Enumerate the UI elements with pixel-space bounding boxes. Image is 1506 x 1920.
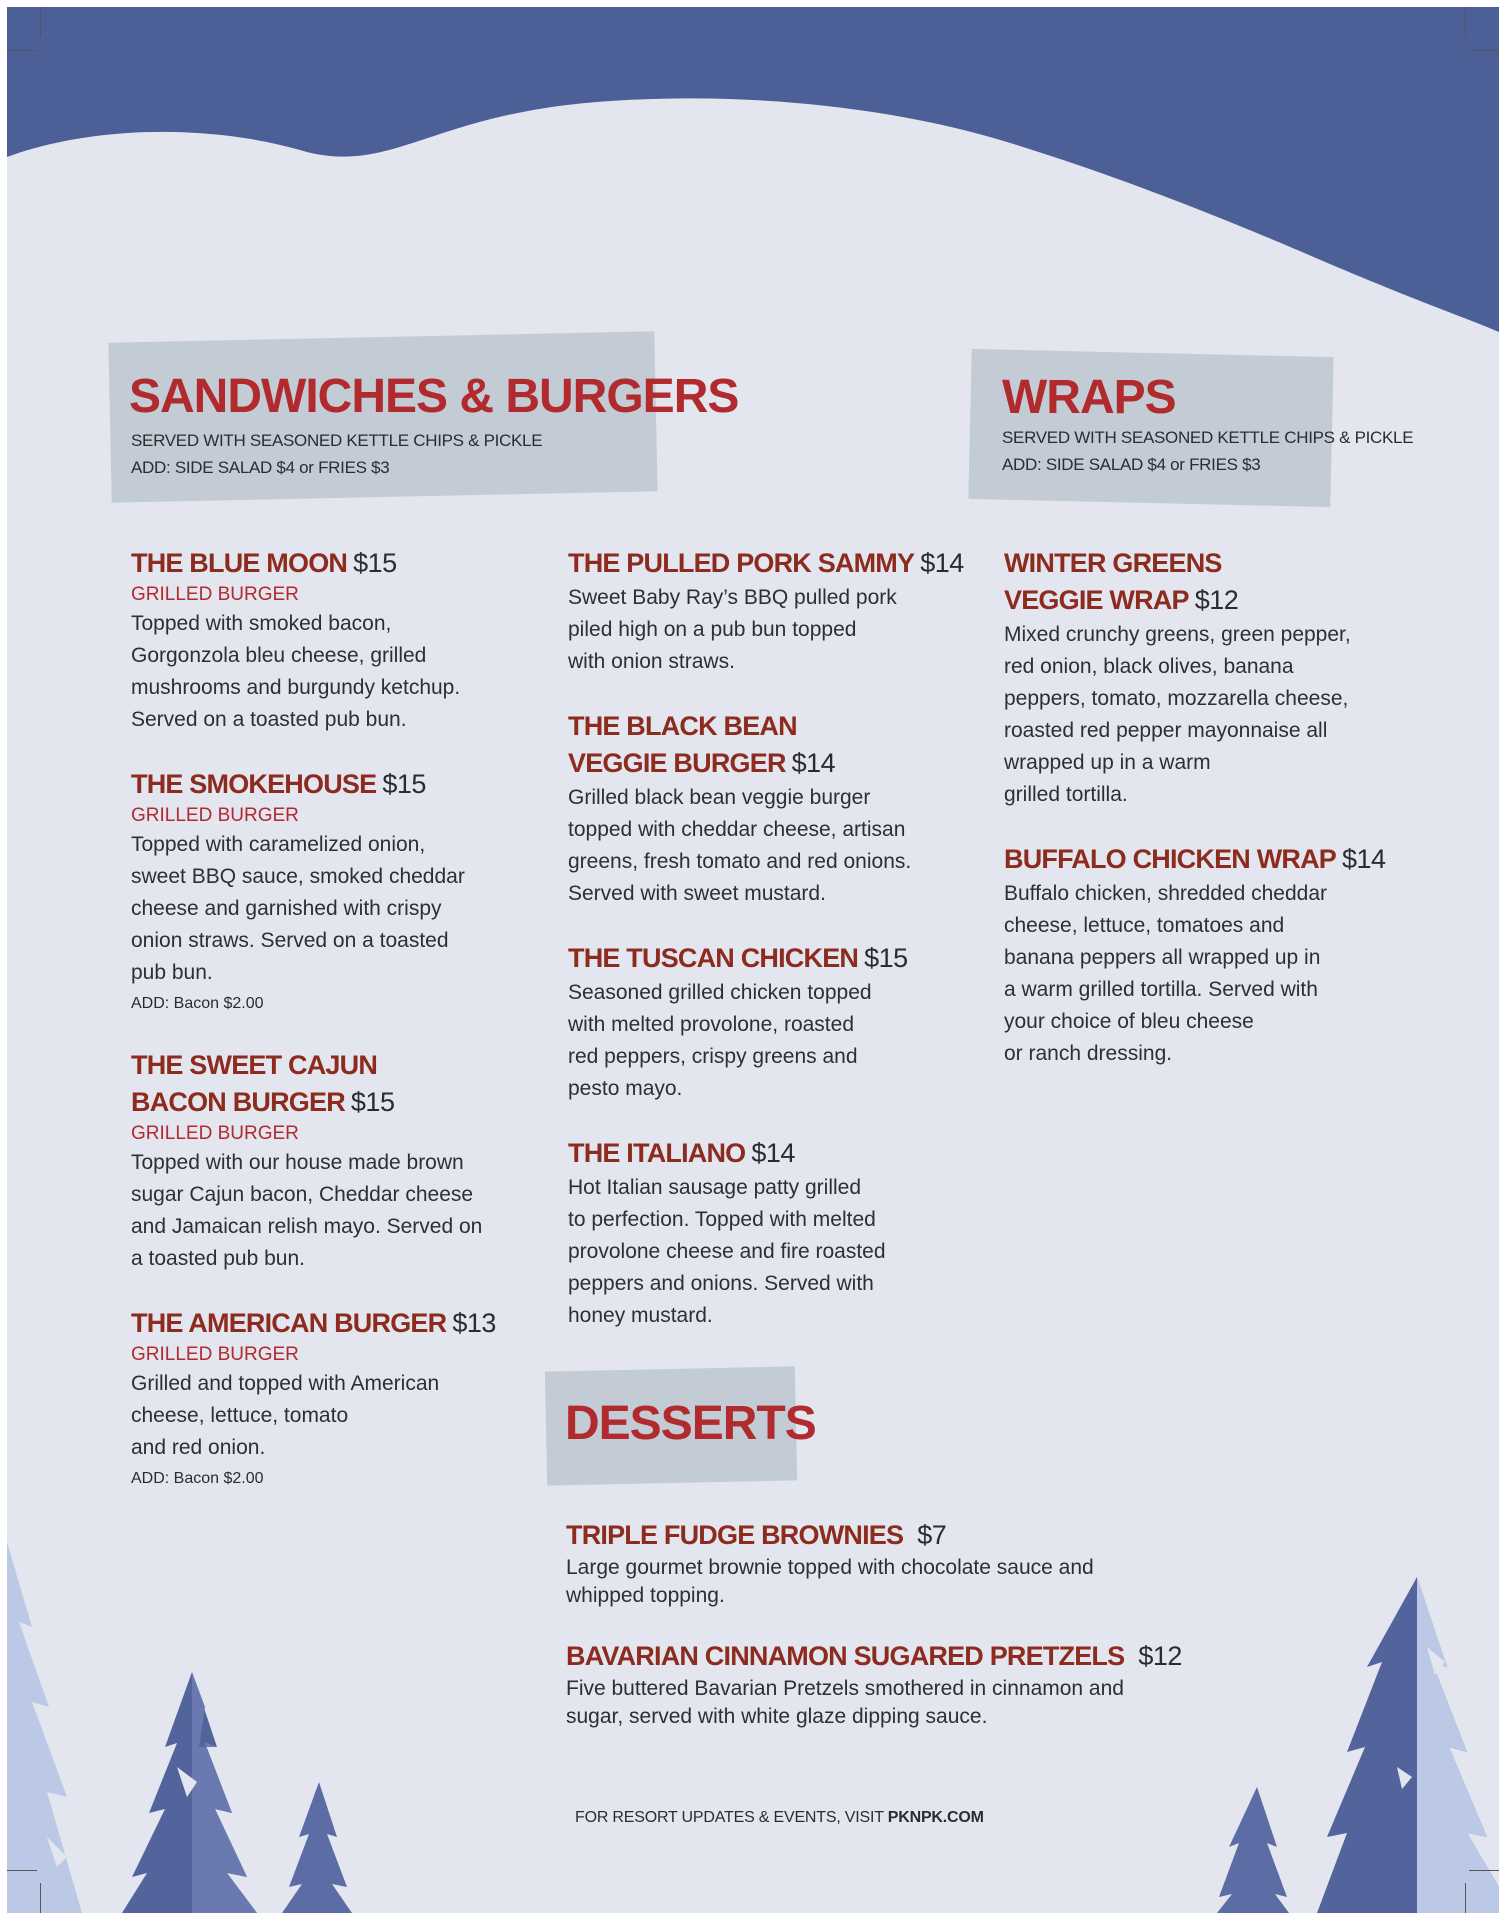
item-price: $15 <box>353 548 397 578</box>
item-name: BAVARIAN CINNAMON SUGARED PRETZELS <box>566 1641 1125 1671</box>
menu-item <box>131 1047 531 1275</box>
item-price: $14 <box>1341 844 1386 874</box>
item-price: $14 <box>751 1138 795 1168</box>
item-type: GRILLED BURGER <box>131 805 299 826</box>
menu-page <box>7 7 1499 1913</box>
item-description: Mixed crunchy greens, green pepper, red onion, black olives, banana peppers, tomato, mozzarella cheese, roasted red pepper mayonnaise all wrapped up in a warm grilled tortilla. <box>1004 623 1351 806</box>
crop-mark <box>1465 7 1466 37</box>
footer-text: FOR RESORT UPDATES & EVENTS, VISIT <box>575 1809 888 1826</box>
item-name: THE TUSCAN CHICKEN <box>568 943 859 973</box>
menu-item <box>566 1638 1286 1731</box>
item-price: $12 <box>1194 585 1239 615</box>
item-description: Seasoned grilled chicken topped with melted provolone, roasted red peppers, crispy greens and pesto mayo. <box>568 981 872 1100</box>
menu-item <box>131 766 531 1017</box>
item-description: Grilled black bean veggie burger topped with cheddar cheese, artisan greens, fresh tomato and red onions. Served with sweet mustard. <box>568 786 912 905</box>
item-description: Sweet Baby Ray’s BBQ pulled pork piled high on a pub bun topped with onion straws. <box>568 586 897 673</box>
item-price: $13 <box>452 1308 496 1338</box>
item-price: $12 <box>1138 1641 1182 1671</box>
crop-mark <box>1469 1870 1499 1871</box>
item-price: $15 <box>350 1087 395 1117</box>
item-description: Large gourmet brownie topped with chocolate sauce and whipped topping. <box>566 1556 1094 1607</box>
item-name: BACON BURGER <box>131 1087 345 1117</box>
desserts-list <box>566 1517 1286 1761</box>
item-description: Topped with caramelized onion, sweet BBQ sauce, smoked cheddar cheese and garnished with crispy onion straws. Served on a toasted pub bun. <box>131 833 465 984</box>
item-type: GRILLED BURGER <box>131 1123 299 1144</box>
item-name: TRIPLE FUDGE BROWNIES <box>566 1520 904 1550</box>
item-name: THE SMOKEHOUSE <box>131 769 377 799</box>
item-description: Topped with smoked bacon, Gorgonzola bleu cheese, grilled mushrooms and burgundy ketchup. Served on a toasted pub bun. <box>131 612 461 731</box>
sandwiches-subtitle-1: SERVED WITH SEASONED KETTLE CHIPS & PICKLE <box>131 431 543 450</box>
item-add-on: ADD: Bacon $2.00 <box>131 1470 264 1487</box>
menu-item <box>568 1135 968 1332</box>
footer-note <box>575 1809 984 1827</box>
item-price: $15 <box>864 943 908 973</box>
menu-item <box>1004 841 1424 1070</box>
menu-item <box>1004 545 1424 811</box>
item-type: GRILLED BURGER <box>131 584 299 605</box>
item-add-on: ADD: Bacon $2.00 <box>131 995 264 1012</box>
menu-item <box>568 940 968 1105</box>
sandwiches-subtitle-2: ADD: SIDE SALAD $4 or FRIES $3 <box>131 458 390 477</box>
item-name: THE ITALIANO <box>568 1138 746 1168</box>
crop-mark <box>7 50 37 51</box>
item-description: Hot Italian sausage patty grilled to perfection. Topped with melted provolone cheese and fire roasted peppers and onions. Served with honey mustard. <box>568 1176 886 1327</box>
item-description: Five buttered Bavarian Pretzels smothered in cinnamon and sugar, served with white glaze dipping sauce. <box>566 1677 1124 1728</box>
menu-item <box>568 545 968 678</box>
item-price: $14 <box>920 548 964 578</box>
sandwiches-title: SANDWICHES & BURGERS <box>129 370 739 423</box>
crop-mark <box>40 1883 41 1913</box>
item-name-line-1: THE SWEET CAJUN <box>131 1050 378 1080</box>
item-name-line-1: WINTER GREENS <box>1004 548 1222 578</box>
item-price: $15 <box>382 769 426 799</box>
item-name: VEGGIE WRAP <box>1004 585 1189 615</box>
crop-mark <box>1469 50 1499 51</box>
crop-mark <box>1465 1883 1466 1913</box>
desserts-title: DESSERTS <box>565 1397 816 1450</box>
item-description: Topped with our house made brown sugar Cajun bacon, Cheddar cheese and Jamaican relish mayo. Served on a toasted pub bun. <box>131 1151 483 1270</box>
wraps-subtitle-2: ADD: SIDE SALAD $4 or FRIES $3 <box>1002 455 1261 474</box>
menu-item <box>131 1305 531 1492</box>
crop-mark <box>7 1870 37 1871</box>
item-name-line-1: THE BLACK BEAN <box>568 711 797 741</box>
wraps-subtitle-1: SERVED WITH SEASONED KETTLE CHIPS & PICKLE <box>1002 428 1414 447</box>
item-description: Buffalo chicken, shredded cheddar cheese, lettuce, tomatoes and banana peppers all wrapped up in a warm grilled tortilla. Served with your choice of bleu cheese or ranch dressing. <box>1004 882 1327 1065</box>
footer-site-link[interactable]: PKNPK.COM <box>887 1809 984 1826</box>
wraps-title: WRAPS <box>1002 371 1176 424</box>
item-name: THE PULLED PORK SAMMY <box>568 548 915 578</box>
item-price: $14 <box>791 748 836 778</box>
item-type: GRILLED BURGER <box>131 1344 299 1365</box>
sandwiches-column-2 <box>568 545 968 1362</box>
menu-item <box>568 708 968 910</box>
wraps-column <box>1004 545 1424 1100</box>
item-description: Grilled and topped with American cheese, lettuce, tomato and red onion. <box>131 1372 440 1459</box>
crop-mark <box>40 7 41 37</box>
item-name: THE AMERICAN BURGER <box>131 1308 447 1338</box>
sandwiches-column-1 <box>131 545 531 1522</box>
item-name: BUFFALO CHICKEN WRAP <box>1004 844 1336 874</box>
menu-item <box>566 1517 1286 1610</box>
item-name: VEGGIE BURGER <box>568 748 786 778</box>
item-price: $7 <box>917 1520 947 1550</box>
item-name: THE BLUE MOON <box>131 548 348 578</box>
menu-item <box>131 545 531 736</box>
